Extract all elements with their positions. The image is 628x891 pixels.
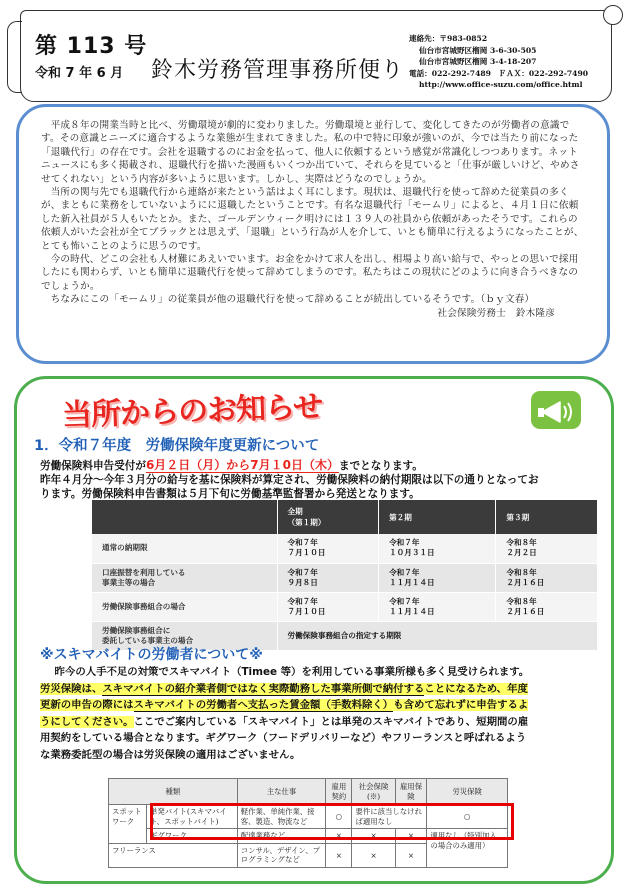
filing-period: 6月２日（月）から7月１0日（木） [145, 458, 339, 472]
table-header-row [92, 500, 598, 534]
issue-number: 第 113 号 [35, 34, 148, 59]
table-cell: 労働保険事務組合の場合 [92, 592, 277, 621]
greeting-paragraph-4: ちなみにこの「モームリ」の従業員が他の退職代行を使って辞めることが続出しているそうです。（ｂｙ文春） [50, 294, 535, 306]
table-cell: ○ [427, 805, 508, 829]
line1-post: までとなります。 [339, 460, 423, 472]
section2-sentence-6: な業務委託型の場合は労災保険の適用はございません。 [40, 748, 301, 761]
table-cell: × [395, 843, 427, 867]
line1-pre: 労働保険料申告受付が [40, 460, 146, 472]
section2-sentence-1: 昨今の人手不足の対策でスキマバイト（Timee 等）を利用している事業所様も多く見受けられます。 [54, 666, 530, 678]
table-cell: 口座振替を利用している 事業主等の場合 [92, 563, 277, 592]
greeting-paragraph-2: 当所の関与先でも退職代行から連絡が来たという話はよく耳にします。現状は、退職代行を使って辞めた従業員の多くが、まともに業務をしていないようにに退職したということです。有名な退職代行「モームリ」によると、４月１日に依頼した新入社員が５人もいたとか。また、ゴールデンウィーク明けには１３９人の社員から依頼があったそうです。これらの依頼人がいた会社が全てブラックとは思えず、「退職」という行為が人を介して、いとも簡単に行えるようになったことが、とても怖いことのように思うのです。 [41, 187, 584, 252]
s4a: うにしてください。 [40, 715, 134, 728]
table-cell: × [395, 829, 427, 844]
greeting-paragraph-1: 平成８年の開業当時と比べ、労働環境が劇的に変わりました。労働環境と並行して、変化してきたのが労働者の意識です。その意識とニーズに適合するような業態が生まれてきました。私の中で特に印象が強いのが、今では当たり前になった「退職代行」の存在です。会社を退職するのにお金を払って、他人に依頼するという感覚が常識化しつつあります。ネットニュースにも多く掲載され、退職代行を描いた漫画もいくつか出ていて、それらを見ていると「仕事が厳しいけど、やめさせてくれない」という内容が多いように思います。しかし、実際はどうなのでしょうか。 [41, 120, 580, 185]
notice-heading: 当所からのお知らせ [61, 389, 323, 434]
s3c: も含めて忘れずに申告するよ [393, 699, 529, 712]
section2-sentence-2 [40, 681, 592, 698]
greeting-signature: 社会保険労務士 鈴木隆彦 [437, 307, 555, 319]
table-cell: 令和８年 ２月１６日 [496, 563, 598, 592]
table-header-cell: 全期 （第１期） [277, 500, 379, 534]
table-cell: 適用なし（特別加入の場合のみ適用） [427, 829, 508, 868]
contact-url[interactable]: http://www.office-suzu.com/office.html [419, 80, 583, 89]
section2-sentence-5: 用契約をしている場合となります。ギグワーク（フードデリバリーなど）やフリーランスと呼ばれるよう [40, 732, 527, 745]
table-cell: 令和７年 ９月８日 [277, 563, 379, 592]
contact-label: 連絡先：〒983-0852 [409, 34, 488, 43]
s2a: 労災保険は、 [40, 682, 103, 695]
table-cell: ○ [326, 805, 352, 829]
table-cell: 通常の納期限 [92, 534, 277, 563]
payment-deadline-table [92, 500, 598, 651]
header-banner [20, 10, 612, 102]
table-cell: 令和７年 １１月１４日 [379, 563, 496, 592]
table-cell: 令和８年 ２月２日 [496, 534, 598, 563]
contact-address-1: 仙台市宮城野区榴岡 3-6-30-505 [419, 45, 537, 55]
table-cell: 令和７年 １０月３１日 [379, 534, 496, 563]
section2-sentence-4 [40, 714, 592, 731]
table-cell: コンサル、デザイン、プログラミングなど [237, 843, 326, 867]
table-cell: 労働保険事務組合に 委託している事業主の場合 [92, 621, 277, 650]
table-cell: × [352, 829, 395, 844]
table-row [92, 534, 598, 563]
contact-address-2: 仙台市宮城野区榴岡 3-4-18-207 [419, 57, 537, 66]
table-cell: 単発バイト(スキマバイト、スポットバイト) [146, 805, 237, 829]
table-cell: 要件に該当しなければ適用なし [352, 805, 427, 829]
newsletter-title: 鈴木労務管理事務所便り [151, 58, 405, 83]
table-cell: ギグワーク [146, 829, 237, 844]
table-cell: 軽作業、単純作業、接客、製造、物流など [237, 805, 326, 829]
s2b: スキマバイトの紹介業者側ではなく実際勤務した事業所側で納付する [102, 682, 425, 695]
section1-line-3: ります。労働保険料申告書類は５月下旬に労働基準監督署から発送となります。 [40, 488, 420, 500]
section2-sentence-3 [40, 697, 592, 714]
table-header-cell [92, 500, 277, 534]
table-row [92, 592, 598, 621]
section1-line-1 [40, 456, 423, 473]
issue-date: 令和 7 年 6 月 [35, 66, 124, 81]
table-header-cell: 社会保険(※) [352, 779, 395, 805]
table-cell: × [352, 843, 395, 867]
section1-title: 1．令和７年度 労働保険年度更新について [34, 438, 320, 454]
table-cell: 令和７年 ７月１０日 [277, 592, 379, 621]
greeting-box [16, 104, 610, 364]
table-header-cell: 主な仕事 [237, 779, 326, 805]
table-cell: 令和７年 ７月１０日 [277, 534, 379, 563]
s4b: ここでご案内している「スキマバイト」とは単発のスキマバイトであり、短期間の雇 [133, 715, 529, 728]
table-header-cell: 第３期 [496, 500, 598, 534]
highlight-frame [150, 803, 514, 840]
s3b: スキマバイトの労働者へ支払った賃金額（手数料除く） [133, 699, 394, 712]
table-header-cell: 第２期 [379, 500, 496, 534]
table-cell: 令和７年 １１月１４日 [379, 592, 496, 621]
table-cell: フリーランス [109, 843, 238, 867]
table-header-cell: 雇用契約 [326, 779, 352, 805]
section2-body [40, 664, 592, 764]
greeting-paragraph-3: 今の時代、どこの会社も人材難にあえいでいます。お金をかけて求人を出し、相場より高い給与で、やっとの思いで採用したにも関わらず、いとも簡単に退職代行を使って辞めてしまうのです。私たちはこの現状にどのように向き合うべきなのでしょうか。 [41, 254, 579, 292]
s2c: ことになるため、年度 [424, 682, 528, 695]
section1-line-2: 昨年４月分～今年３月分の給与を基に保険料が算定され、労働保険料の納付期限は以下の通りとなってお [40, 474, 539, 486]
table-header-cell: 種類 [109, 779, 238, 805]
table-cell: × [326, 829, 352, 844]
table-cell: 令和８年 ２月１６日 [496, 592, 598, 621]
contact-block [409, 33, 588, 91]
issue-box [35, 29, 147, 81]
table-header-cell: 雇用保険 [395, 779, 427, 805]
table-cell: スポットワーク [109, 805, 147, 844]
table-cell: 配達業務など [237, 829, 326, 844]
table-cell: 労働保険事務組合の指定する期限 [277, 621, 598, 650]
table-header-cell: 労災保険 [427, 779, 508, 805]
s3a: 更新の申告の際には [40, 699, 134, 712]
megaphone-icon [530, 390, 582, 430]
section2-title: ※スキマバイトの労働者について※ [40, 647, 263, 663]
table-cell: × [326, 843, 352, 867]
table-row [92, 563, 598, 592]
contact-phone-fax: 電話：022-292-7489 ＦＡＸ：022-292-7490 [409, 68, 589, 78]
table-header-row [109, 779, 508, 805]
